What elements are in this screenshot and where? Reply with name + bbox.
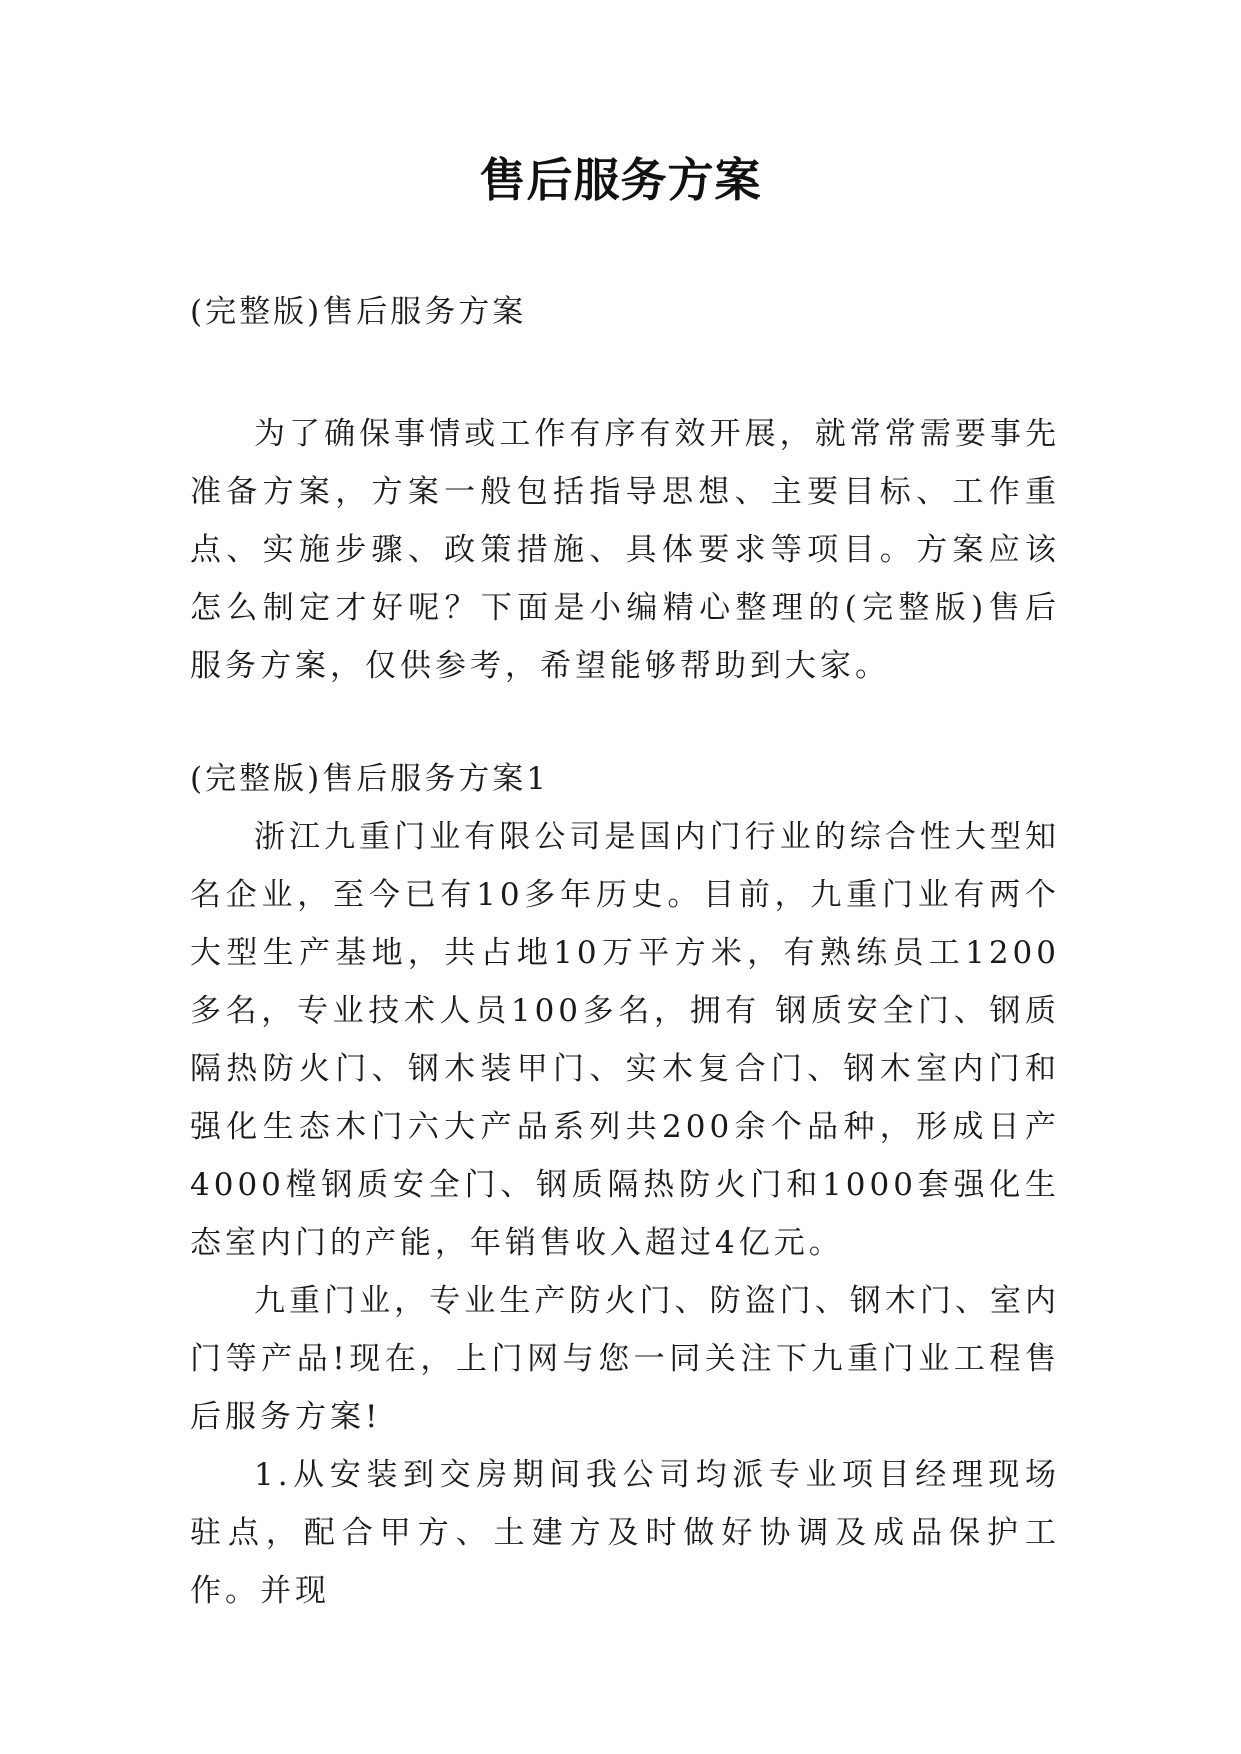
section-heading: (完整版)售后服务方案1 — [190, 761, 549, 797]
section-paragraph-products: 九重门业，专业生产防火门、防盗门、钢木门、室内门等产品!现在，上门网与您一同关注下九重门业工程售后服务方案! — [190, 1283, 1060, 1435]
document-subtitle: (完整版)售后服务方案 — [190, 294, 527, 330]
section-paragraph-item-1: 1.从安装到交房期间我公司均派专业项目经理现场驻点，配合甲方、土建方及时做好协调及成品保护工作。并现 — [190, 1457, 1060, 1609]
intro-paragraph: 为了确保事情或工作有序有效开展，就常常需要事先准备方案，方案一般包括指导思想、主要目标、工作重点、实施步骤、政策措施、具体要求等项目。方案应该怎么制定才好呢？下面是小编精心整理的(完整版)售后服务方案，仅供参考，希望能够帮助到大家。 — [190, 416, 1060, 684]
intro-section — [190, 405, 1060, 695]
section-body — [190, 808, 1060, 1620]
document-title: 售后服务方案 — [479, 153, 762, 207]
section-paragraph-company: 浙江九重门业有限公司是国内门行业的综合性大型知名企业，至今已有10多年历史。目前，九重门业有两个大型生产基地，共占地10万平方米，有熟练员工1200多名，专业技术人员100多名，拥有 钢质安全门、钢质隔热防火门、钢木装甲门、实木复合门、钢木室内门和强化生态木门六大产品系列共200余个品种，形成日产4000樘钢质安全门、钢质隔热防火门和1000套强化生态室内门的产能，年销售收入超过4亿元。 — [190, 819, 1060, 1261]
